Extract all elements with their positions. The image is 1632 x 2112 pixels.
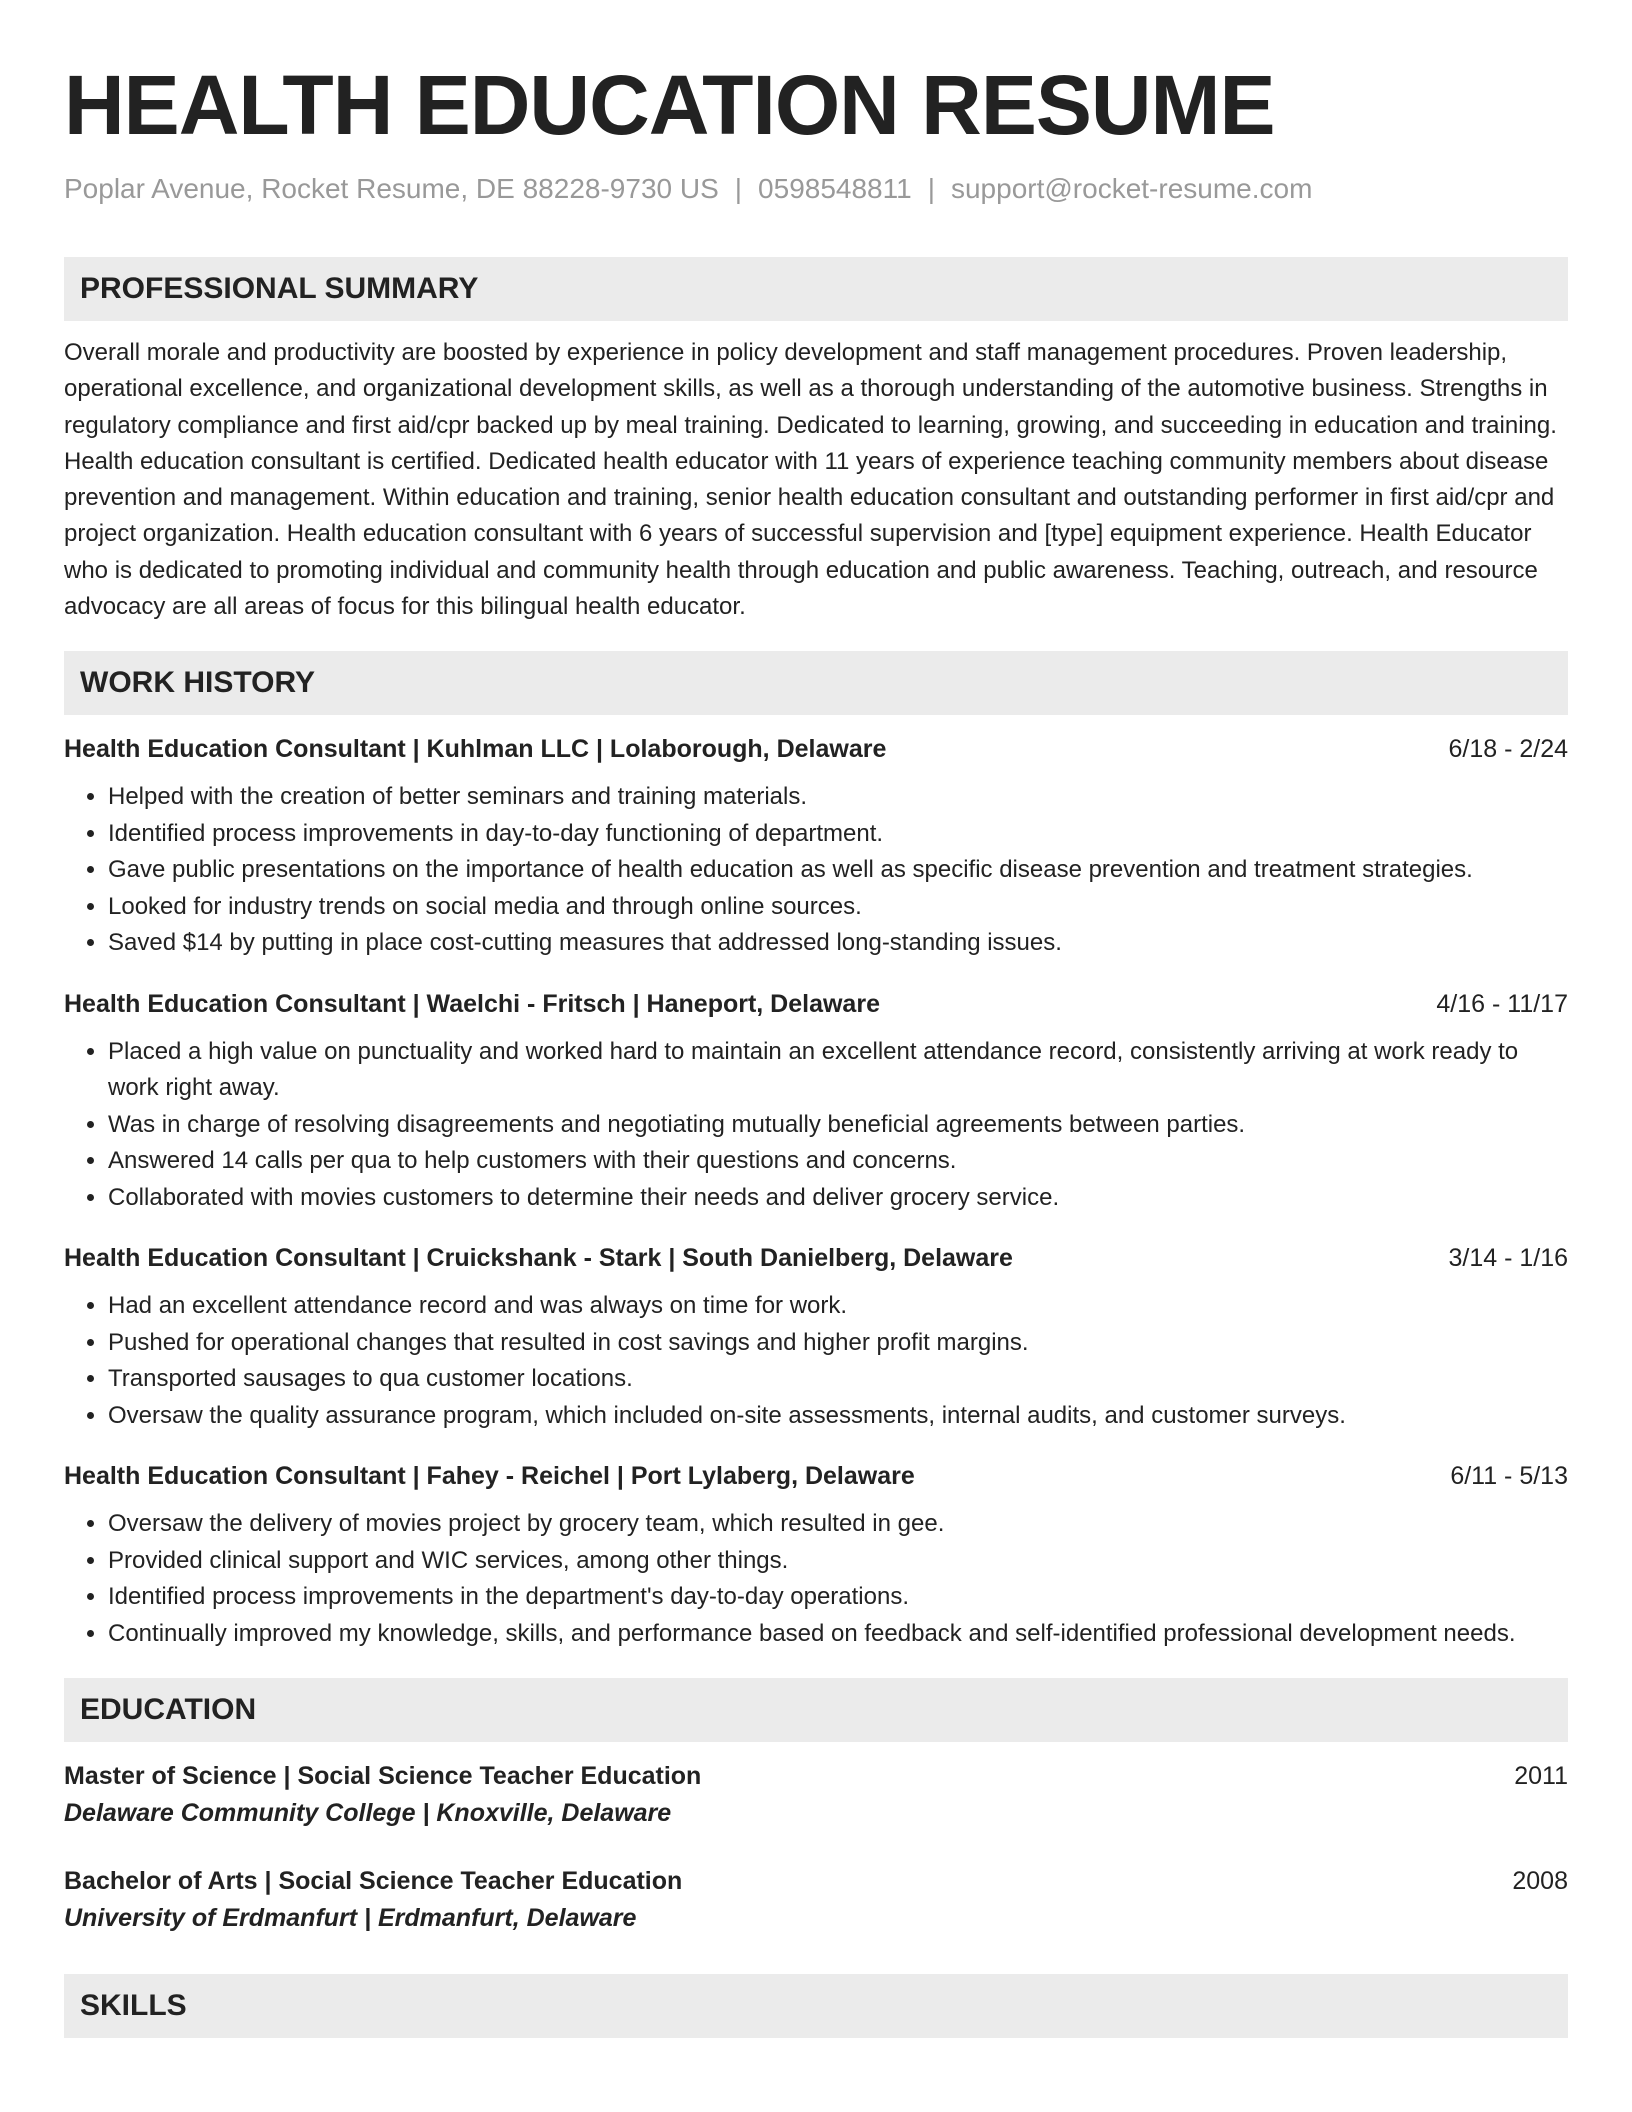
education-year: 2011 [1514,1762,1568,1791]
contact-separator: | [927,173,935,204]
education-school: Delaware Community College | Knoxville, Delaware [64,1799,672,1828]
skills-section-header: SKILLS [64,1974,1568,2038]
summary-section-header: PROFESSIONAL SUMMARY [64,257,1568,321]
job-bullet-list [64,1034,1568,1217]
contact-email[interactable]: support@rocket-resume.com [950,173,1313,204]
job-dates: 4/16 - 11/17 [1436,989,1568,1018]
job-bullet: • Helped with the creation of better seminars and training materials. [108,779,1568,816]
job-bullet: • Oversaw the quality assurance program, which included on-site assessments, internal audits, and customer surveys. [108,1398,1568,1435]
job-entry [64,733,1568,962]
contact-address: Poplar Avenue, Rocket Resume, DE 88228-9730 US [64,173,719,204]
job-header [64,733,1568,765]
job-title: Health Education Consultant | Waelchi - Fritsch | Haneport, Delaware [64,989,880,1018]
job-bullet: • Looked for industry trends on social media and through online sources. [108,889,1568,926]
resume-title: HEALTH EDUCATION RESUME [64,58,1275,152]
work-history-section-header: WORK HISTORY [64,651,1568,715]
education-degree: Bachelor of Arts | Social Science Teacher Education [64,1867,683,1896]
job-bullet: • Provided clinical support and WIC services, among other things. [108,1543,1568,1580]
job-bullet: • Identified process improvements in the department's day-to-day operations. [108,1579,1568,1616]
job-bullet: • Pushed for operational changes that resulted in cost savings and higher profit margins. [108,1325,1568,1362]
job-bullet: • Identified process improvements in day-to-day functioning of department. [108,816,1568,853]
education-header [64,1865,1568,1897]
contact-phone: 0598548811 [758,173,912,204]
job-title: Health Education Consultant | Fahey - Reichel | Port Lylaberg, Delaware [64,1462,915,1491]
education-school: University of Erdmanfurt | Erdmanfurt, Delaware [64,1904,637,1933]
job-header [64,1242,1568,1274]
job-entry [64,1242,1568,1434]
job-bullet-list [64,779,1568,962]
summary-text: Overall morale and productivity are boosted by experience in policy development and staff management procedures. Proven leadership, operational excellence, and organizational development skills, as well as a thorough understanding of the automotive business. Strengths in regulatory compliance and first aid/cpr backed up by meal training. Dedicated to learning, growing, and succeeding in education and training. Health education consultant is certified. Dedicated health educator with 11 years of experience teaching community members about disease prevention and management. Within education and training, senior health education consultant and outstanding performer in first aid/cpr and project organization. Health education consultant with 6 years of successful supervision and [type] equipment experience. Health Educator who is dedicated to promoting individual and community health through education and public awareness. Teaching, outreach, and resource advocacy are all areas of focus for this bilingual health educator. [64,339,1557,621]
contact-line [64,175,1568,203]
job-entry [64,988,1568,1217]
job-bullet-list [64,1506,1568,1652]
education-entry [64,1760,1568,1829]
education-entry [64,1865,1568,1934]
education-header [64,1760,1568,1792]
job-dates: 6/18 - 2/24 [1448,735,1568,764]
job-bullet: • Oversaw the delivery of movies project by grocery team, which resulted in gee. [108,1506,1568,1543]
job-bullet: • Transported sausages to qua customer locations. [108,1361,1568,1398]
job-bullet: • Answered 14 calls per qua to help customers with their questions and concerns. [108,1143,1568,1180]
job-header [64,1460,1568,1492]
job-bullet: • Placed a high value on punctuality and worked hard to maintain an excellent attendance record, consistently arriving at work ready to work right away. [108,1034,1568,1107]
job-bullet: • Collaborated with movies customers to determine their needs and deliver grocery service. [108,1180,1568,1217]
job-bullet: • Gave public presentations on the importance of health education as well as specific disease prevention and treatment strategies. [108,852,1568,889]
job-title: Health Education Consultant | Cruickshank - Stark | South Danielberg, Delaware [64,1244,1013,1273]
job-title: Health Education Consultant | Kuhlman LLC | Lolaborough, Delaware [64,735,887,764]
education-degree: Master of Science | Social Science Teacher Education [64,1762,702,1791]
contact-separator: | [734,173,743,204]
job-header [64,988,1568,1020]
education-year: 2008 [1512,1867,1568,1896]
job-entry [64,1460,1568,1652]
job-bullet: • Was in charge of resolving disagreements and negotiating mutually beneficial agreements between parties. [108,1107,1568,1144]
job-bullet: • Had an excellent attendance record and was always on time for work. [108,1288,1568,1325]
job-bullet-list [64,1288,1568,1434]
job-dates: 6/11 - 5/13 [1450,1462,1568,1491]
job-dates: 3/14 - 1/16 [1448,1244,1568,1273]
education-section-header: EDUCATION [64,1678,1568,1742]
job-bullet: • Saved $14 by putting in place cost-cutting measures that addressed long-standing issues. [108,925,1568,962]
job-bullet: • Continually improved my knowledge, skills, and performance based on feedback and self-identified professional development needs. [108,1616,1568,1653]
